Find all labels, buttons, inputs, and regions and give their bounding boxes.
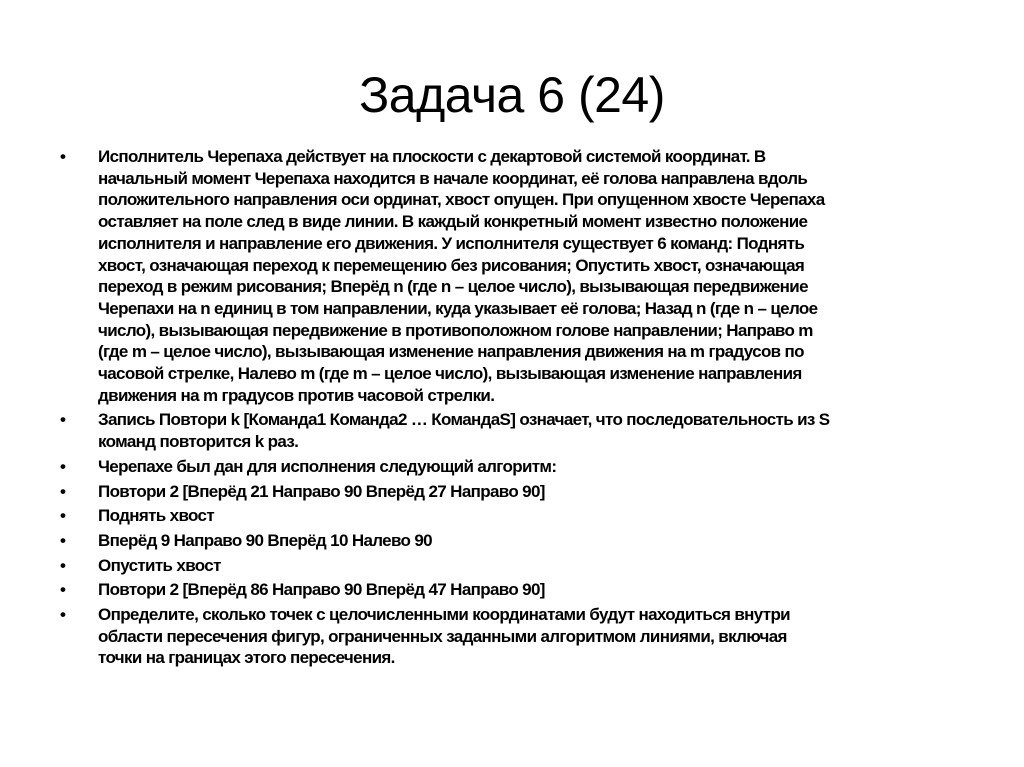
bullet-text-line: переход в режим рисования; Вперёд n (где n – целое число), вызывающая передвижение xyxy=(98,277,808,297)
bullet-icon: • xyxy=(60,530,66,550)
bullet-text-line: Опустить хвост xyxy=(98,555,221,575)
bullet-text-line: Запись Повтори k [Команда1 Команда2 … КомандаS] означает, что последовательность из S xyxy=(98,410,830,430)
bullet-icon: • xyxy=(60,580,66,600)
bullet-item xyxy=(58,530,958,552)
bullet-text-line: исполнителя и направление его движения. У исполнителя существует 6 команд: Поднять xyxy=(98,233,805,253)
bullet-item xyxy=(58,604,958,669)
bullet-text-line: точки на границах этого пересечения. xyxy=(98,648,395,668)
bullet-text-line: Исполнитель Черепаха действует на плоскости с декартовой системой координат. В xyxy=(98,147,766,166)
bullet-text-line: оставляет на поле след в виде линии. В каждый конкретный момент известно положение xyxy=(98,212,808,232)
bullet-item xyxy=(58,146,958,406)
slide-title: Задача 6 (24) xyxy=(359,67,665,123)
bullet-text-line: начальный момент Черепаха находится в начале координат, её голова направлена вдоль xyxy=(98,168,808,188)
bullet-icon: • xyxy=(60,456,66,476)
bullet-text-line: положительного направления оси ординат, хвост опущен. При опущенном хвосте Черепаха xyxy=(98,190,825,210)
bullet-text-line: Черепахи на n единиц в том направлении, куда указывает её голова; Назад n (где n – целое xyxy=(98,298,818,318)
bullet-icon: • xyxy=(60,481,66,501)
bullet-item xyxy=(58,505,958,527)
bullet-text-line: число), вызывающая передвижение в противоположном голове направлении; Направо m xyxy=(98,320,813,340)
bullet-text-line: Вперёд 9 Направо 90 Вперёд 10 Налево 90 xyxy=(98,530,432,550)
bullet-list xyxy=(58,146,958,672)
bullet-text-line: Черепахе был дан для исполнения следующий алгоритм: xyxy=(98,456,557,476)
bullet-text-line: Определите, сколько точек с целочисленными координатами будут находиться внутри xyxy=(98,605,790,625)
bullet-text-line: часовой стрелке, Налево m (где m – целое число), вызывающая изменение направления xyxy=(98,364,802,384)
bullet-icon: • xyxy=(60,506,66,526)
bullet-icon: • xyxy=(60,147,66,166)
bullet-icon: • xyxy=(60,605,66,625)
bullet-item xyxy=(58,456,958,478)
bullet-text-line: Поднять хвост xyxy=(98,506,215,526)
bullet-text-line: команд повторится k раз. xyxy=(98,432,299,452)
bullet-text-line: Повтори 2 [Вперёд 86 Направо 90 Вперёд 47 Направо 90] xyxy=(98,580,545,600)
bullet-item xyxy=(58,579,958,601)
bullet-text-line: хвост, означающая переход к перемещению без рисования; Опустить хвост, означающая xyxy=(98,255,805,275)
bullet-text-line: движения на m градусов против часовой стрелки. xyxy=(98,385,495,405)
bullet-icon: • xyxy=(60,555,66,575)
bullet-text-line: Повтори 2 [Вперёд 21 Направо 90 Вперёд 27 Направо 90] xyxy=(98,481,545,501)
bullet-item xyxy=(58,409,958,452)
bullet-item xyxy=(58,555,958,577)
bullet-text-line: (где m – целое число), вызывающая изменение направления движения на m градусов по xyxy=(98,342,804,362)
bullet-item xyxy=(58,481,958,503)
bullet-icon: • xyxy=(60,410,66,430)
bullet-text-line: области пересечения фигур, ограниченных заданными алгоритмом линиями, включая xyxy=(98,626,787,646)
